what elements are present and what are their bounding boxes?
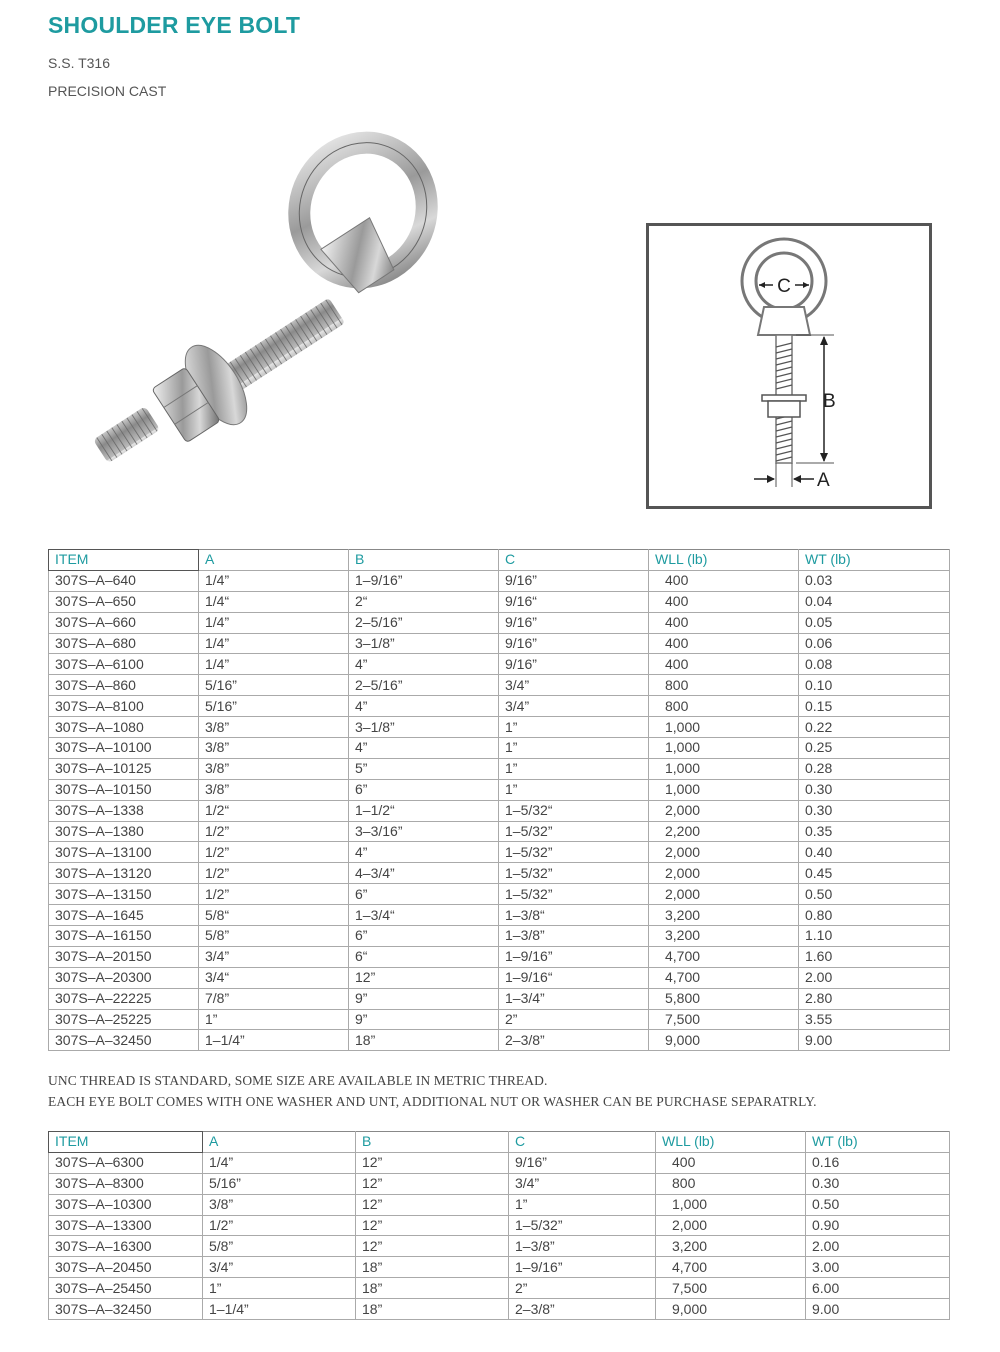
table-row — [49, 633, 950, 654]
cell-b: 3–3/16” — [349, 821, 499, 842]
cell-item: 307S–A–8300 — [49, 1173, 203, 1194]
cell-b: 4” — [349, 842, 499, 863]
cell-item: 307S–A–20300 — [49, 967, 199, 988]
cell-a: 1/4” — [203, 1152, 356, 1173]
cell-item: 307S–A–8100 — [49, 696, 199, 717]
cell-a: 3/4” — [199, 946, 349, 967]
column-header-wt: WT (lb) — [806, 1132, 950, 1153]
column-header-a: A — [199, 550, 349, 571]
column-header-a: A — [203, 1132, 356, 1153]
cell-c: 1–5/32” — [499, 863, 649, 884]
cell-a: 1/4” — [199, 654, 349, 675]
cell-item: 307S–A–10125 — [49, 758, 199, 779]
cell-a: 1” — [199, 1009, 349, 1030]
cell-c: 1” — [509, 1194, 656, 1215]
cell-wt: 9.00 — [806, 1299, 950, 1320]
cell-b: 6” — [349, 926, 499, 947]
table-row — [49, 696, 950, 717]
cell-wt: 0.05 — [799, 612, 950, 633]
cell-b: 4” — [349, 696, 499, 717]
cell-wt: 0.15 — [799, 696, 950, 717]
cell-c: 3/4” — [499, 675, 649, 696]
cell-item: 307S–A–1338 — [49, 800, 199, 821]
cell-c: 3/4” — [509, 1173, 656, 1194]
cell-c: 1–9/16“ — [499, 967, 649, 988]
cell-wt: 2.00 — [799, 967, 950, 988]
cell-item: 307S–A–6300 — [49, 1152, 203, 1173]
cell-b: 3–1/8” — [349, 717, 499, 738]
column-header-c: C — [499, 550, 649, 571]
cell-a: 1/4” — [199, 570, 349, 591]
cell-wll: 4,700 — [649, 967, 799, 988]
cell-b: 1–9/16” — [349, 570, 499, 591]
cell-b: 2“ — [349, 591, 499, 612]
table-row — [49, 1152, 950, 1173]
cell-wll: 1,000 — [656, 1194, 806, 1215]
material-spec: S.S. T316 — [48, 55, 111, 71]
cell-b: 9” — [349, 988, 499, 1009]
cell-wll: 2,000 — [649, 800, 799, 821]
cell-c: 1–5/32” — [499, 842, 649, 863]
table-row — [49, 988, 950, 1009]
cell-a: 5/16” — [199, 696, 349, 717]
cell-wll: 1,000 — [649, 717, 799, 738]
cell-wt: 1.10 — [799, 926, 950, 947]
cell-item: 307S–A–640 — [49, 570, 199, 591]
cell-wt: 6.00 — [806, 1278, 950, 1299]
cell-a: 5/8” — [199, 926, 349, 947]
table-body — [49, 570, 950, 1050]
cell-wll: 3,200 — [649, 926, 799, 947]
cell-wt: 2.00 — [806, 1236, 950, 1257]
cell-wt: 0.10 — [799, 675, 950, 696]
cell-a: 1/2“ — [199, 800, 349, 821]
cell-c: 1” — [499, 758, 649, 779]
cell-wt: 9.00 — [799, 1030, 950, 1051]
cell-wll: 400 — [649, 591, 799, 612]
table-row — [49, 1194, 950, 1215]
cell-wt: 2.80 — [799, 988, 950, 1009]
cell-c: 1–5/32“ — [499, 800, 649, 821]
cell-wt: 0.80 — [799, 905, 950, 926]
table-row — [49, 654, 950, 675]
cell-wt: 0.04 — [799, 591, 950, 612]
cell-item: 307S–A–25225 — [49, 1009, 199, 1030]
cell-wll: 3,200 — [649, 905, 799, 926]
table-header-row — [49, 550, 950, 571]
cell-c: 9/16“ — [499, 591, 649, 612]
cell-wt: 0.03 — [799, 570, 950, 591]
page-title: SHOULDER EYE BOLT — [48, 12, 301, 38]
cell-b: 1–1/2“ — [349, 800, 499, 821]
table-row — [49, 863, 950, 884]
cell-a: 5/16” — [199, 675, 349, 696]
column-header-c: C — [509, 1132, 656, 1153]
table-body — [49, 1152, 950, 1319]
cell-b: 18” — [356, 1299, 509, 1320]
cell-wt: 3.00 — [806, 1257, 950, 1278]
column-header-b: B — [356, 1132, 509, 1153]
table-row — [49, 591, 950, 612]
dimension-diagram — [646, 223, 932, 509]
cell-item: 307S–A–6100 — [49, 654, 199, 675]
cell-a: 7/8” — [199, 988, 349, 1009]
cell-a: 1/4“ — [199, 591, 349, 612]
column-header-item: ITEM — [49, 550, 199, 571]
table-row — [49, 946, 950, 967]
cell-b: 5” — [349, 758, 499, 779]
cell-a: 1/2” — [199, 821, 349, 842]
table-row — [49, 675, 950, 696]
cell-a: 3/8” — [199, 738, 349, 759]
cell-b: 9” — [349, 1009, 499, 1030]
cell-c: 1” — [499, 779, 649, 800]
cell-b: 18” — [349, 1030, 499, 1051]
cell-item: 307S–A–16150 — [49, 926, 199, 947]
spec-table-standard — [48, 549, 950, 1051]
cell-a: 5/8” — [203, 1236, 356, 1257]
cell-a: 3/4“ — [199, 967, 349, 988]
cell-b: 6” — [349, 884, 499, 905]
cell-b: 18” — [356, 1257, 509, 1278]
table-row — [49, 926, 950, 947]
spec-table-long — [48, 1131, 950, 1320]
cell-item: 307S–A–1380 — [49, 821, 199, 842]
table-header-row — [49, 1132, 950, 1153]
note-washer: EACH EYE BOLT COMES WITH ONE WASHER AND UNT, ADDITIONAL NUT OR WASHER CAN BE PURCHASE SEPARATRLY. — [48, 1094, 817, 1109]
cell-item: 307S–A–32450 — [49, 1030, 199, 1051]
cell-wll: 4,700 — [656, 1257, 806, 1278]
cell-b: 2–5/16” — [349, 675, 499, 696]
table-row — [49, 1257, 950, 1278]
cell-item: 307S–A–20450 — [49, 1257, 203, 1278]
cell-item: 307S–A–680 — [49, 633, 199, 654]
cell-c: 2–3/8” — [509, 1299, 656, 1320]
table-row — [49, 842, 950, 863]
cell-item: 307S–A–1645 — [49, 905, 199, 926]
cell-c: 2” — [509, 1278, 656, 1299]
cell-c: 2–3/8” — [499, 1030, 649, 1051]
cell-wll: 7,500 — [656, 1278, 806, 1299]
cell-wt: 0.06 — [799, 633, 950, 654]
cell-wt: 0.08 — [799, 654, 950, 675]
cell-wt: 0.28 — [799, 758, 950, 779]
cell-item: 307S–A–20150 — [49, 946, 199, 967]
cell-wll: 5,800 — [649, 988, 799, 1009]
cell-b: 18” — [356, 1278, 509, 1299]
cell-wll: 9,000 — [656, 1299, 806, 1320]
cell-wll: 400 — [656, 1152, 806, 1173]
cell-a: 1/4” — [199, 612, 349, 633]
cell-a: 1/2” — [199, 863, 349, 884]
cell-c: 1–3/8” — [509, 1236, 656, 1257]
table-row — [49, 612, 950, 633]
cell-b: 1–3/4“ — [349, 905, 499, 926]
table-row — [49, 1030, 950, 1051]
cell-item: 307S–A–13300 — [49, 1215, 203, 1236]
dim-label-a: A — [817, 470, 830, 491]
table-row — [49, 821, 950, 842]
cell-wt: 1.60 — [799, 946, 950, 967]
table-row — [49, 1299, 950, 1320]
cell-c: 9/16” — [499, 654, 649, 675]
cell-wll: 4,700 — [649, 946, 799, 967]
cell-wt: 0.50 — [806, 1194, 950, 1215]
cell-item: 307S–A–32450 — [49, 1299, 203, 1320]
cell-item: 307S–A–22225 — [49, 988, 199, 1009]
table-row — [49, 967, 950, 988]
cell-b: 4” — [349, 654, 499, 675]
dim-label-c: C — [777, 276, 791, 297]
cell-wt: 0.90 — [806, 1215, 950, 1236]
cell-wll: 400 — [649, 654, 799, 675]
cell-wt: 3.55 — [799, 1009, 950, 1030]
cell-wt: 0.16 — [806, 1152, 950, 1173]
cell-b: 12” — [356, 1152, 509, 1173]
cell-c: 1–5/32” — [499, 821, 649, 842]
table-row — [49, 1173, 950, 1194]
cell-item: 307S–A–13150 — [49, 884, 199, 905]
cell-c: 1–3/8“ — [499, 905, 649, 926]
cell-wll: 1,000 — [649, 779, 799, 800]
cell-item: 307S–A–860 — [49, 675, 199, 696]
cell-c: 1–3/4” — [499, 988, 649, 1009]
cell-item: 307S–A–25450 — [49, 1278, 203, 1299]
cell-c: 2” — [499, 1009, 649, 1030]
cell-wll: 800 — [649, 696, 799, 717]
cell-b: 6“ — [349, 946, 499, 967]
cell-item: 307S–A–1080 — [49, 717, 199, 738]
cell-wll: 2,200 — [649, 821, 799, 842]
cell-item: 307S–A–13100 — [49, 842, 199, 863]
cell-a: 3/8” — [199, 717, 349, 738]
cell-item: 307S–A–13120 — [49, 863, 199, 884]
column-header-wll: WLL (lb) — [649, 550, 799, 571]
cell-c: 1–9/16” — [509, 1257, 656, 1278]
cell-wll: 9,000 — [649, 1030, 799, 1051]
dim-label-b: B — [823, 391, 836, 412]
cell-a: 1/2” — [203, 1215, 356, 1236]
cell-item: 307S–A–10150 — [49, 779, 199, 800]
cell-b: 4–3/4” — [349, 863, 499, 884]
eye-bolt-photo — [88, 115, 538, 495]
cell-item: 307S–A–10100 — [49, 738, 199, 759]
cell-a: 1/2” — [199, 842, 349, 863]
cell-wt: 0.25 — [799, 738, 950, 759]
table-row — [49, 758, 950, 779]
cell-c: 9/16” — [499, 612, 649, 633]
cell-a: 3/8” — [203, 1194, 356, 1215]
cell-wll: 7,500 — [649, 1009, 799, 1030]
cell-wt: 0.22 — [799, 717, 950, 738]
cell-c: 9/16” — [499, 633, 649, 654]
cell-wll: 800 — [649, 675, 799, 696]
cell-c: 1–9/16” — [499, 946, 649, 967]
cell-c: 1” — [499, 738, 649, 759]
cell-b: 3–1/8” — [349, 633, 499, 654]
table-row — [49, 717, 950, 738]
column-header-wt: WT (lb) — [799, 550, 950, 571]
cell-c: 1–5/32” — [499, 884, 649, 905]
cell-a: 1/4” — [199, 633, 349, 654]
cell-item: 307S–A–650 — [49, 591, 199, 612]
cell-a: 3/8” — [199, 779, 349, 800]
cell-wll: 400 — [649, 612, 799, 633]
table-row — [49, 738, 950, 759]
cell-c: 1–5/32” — [509, 1215, 656, 1236]
cell-item: 307S–A–660 — [49, 612, 199, 633]
cell-wll: 400 — [649, 570, 799, 591]
cell-wt: 0.30 — [799, 800, 950, 821]
cell-b: 12” — [356, 1215, 509, 1236]
table-row — [49, 1236, 950, 1257]
cell-wll: 2,000 — [656, 1215, 806, 1236]
cell-wll: 3,200 — [656, 1236, 806, 1257]
table-row — [49, 570, 950, 591]
cell-wll: 2,000 — [649, 884, 799, 905]
cell-wll: 1,000 — [649, 758, 799, 779]
table-row — [49, 884, 950, 905]
table-row — [49, 800, 950, 821]
cell-wt: 0.30 — [806, 1173, 950, 1194]
table-row — [49, 905, 950, 926]
table-row — [49, 779, 950, 800]
table-row — [49, 1009, 950, 1030]
cell-wll: 2,000 — [649, 842, 799, 863]
cell-b: 12” — [349, 967, 499, 988]
cell-c: 9/16” — [509, 1152, 656, 1173]
cell-c: 1” — [499, 717, 649, 738]
cell-c: 3/4” — [499, 696, 649, 717]
cell-a: 3/4” — [203, 1257, 356, 1278]
cell-a: 1/2” — [199, 884, 349, 905]
cell-a: 5/16” — [203, 1173, 356, 1194]
cell-b: 2–5/16” — [349, 612, 499, 633]
cell-wt: 0.40 — [799, 842, 950, 863]
cell-c: 9/16” — [499, 570, 649, 591]
cell-wll: 800 — [656, 1173, 806, 1194]
column-header-wll: WLL (lb) — [656, 1132, 806, 1153]
cell-wt: 0.35 — [799, 821, 950, 842]
cell-item: 307S–A–16300 — [49, 1236, 203, 1257]
table-row — [49, 1215, 950, 1236]
cell-b: 12” — [356, 1173, 509, 1194]
cell-wll: 2,000 — [649, 863, 799, 884]
column-header-item: ITEM — [49, 1132, 203, 1153]
cell-wll: 1,000 — [649, 738, 799, 759]
cell-wt: 0.45 — [799, 863, 950, 884]
cell-b: 6” — [349, 779, 499, 800]
table-row — [49, 1278, 950, 1299]
cell-a: 1–1/4” — [203, 1299, 356, 1320]
cell-c: 1–3/8” — [499, 926, 649, 947]
cell-a: 1–1/4” — [199, 1030, 349, 1051]
cell-b: 12” — [356, 1236, 509, 1257]
cell-a: 1” — [203, 1278, 356, 1299]
cell-wt: 0.50 — [799, 884, 950, 905]
column-header-b: B — [349, 550, 499, 571]
cell-wt: 0.30 — [799, 779, 950, 800]
cell-b: 12” — [356, 1194, 509, 1215]
note-thread: UNC THREAD IS STANDARD, SOME SIZE ARE AVAILABLE IN METRIC THREAD. — [48, 1073, 548, 1088]
cell-item: 307S–A–10300 — [49, 1194, 203, 1215]
cell-a: 5/8“ — [199, 905, 349, 926]
cell-wll: 400 — [649, 633, 799, 654]
process-spec: PRECISION CAST — [48, 83, 167, 99]
cell-b: 4” — [349, 738, 499, 759]
cell-a: 3/8” — [199, 758, 349, 779]
